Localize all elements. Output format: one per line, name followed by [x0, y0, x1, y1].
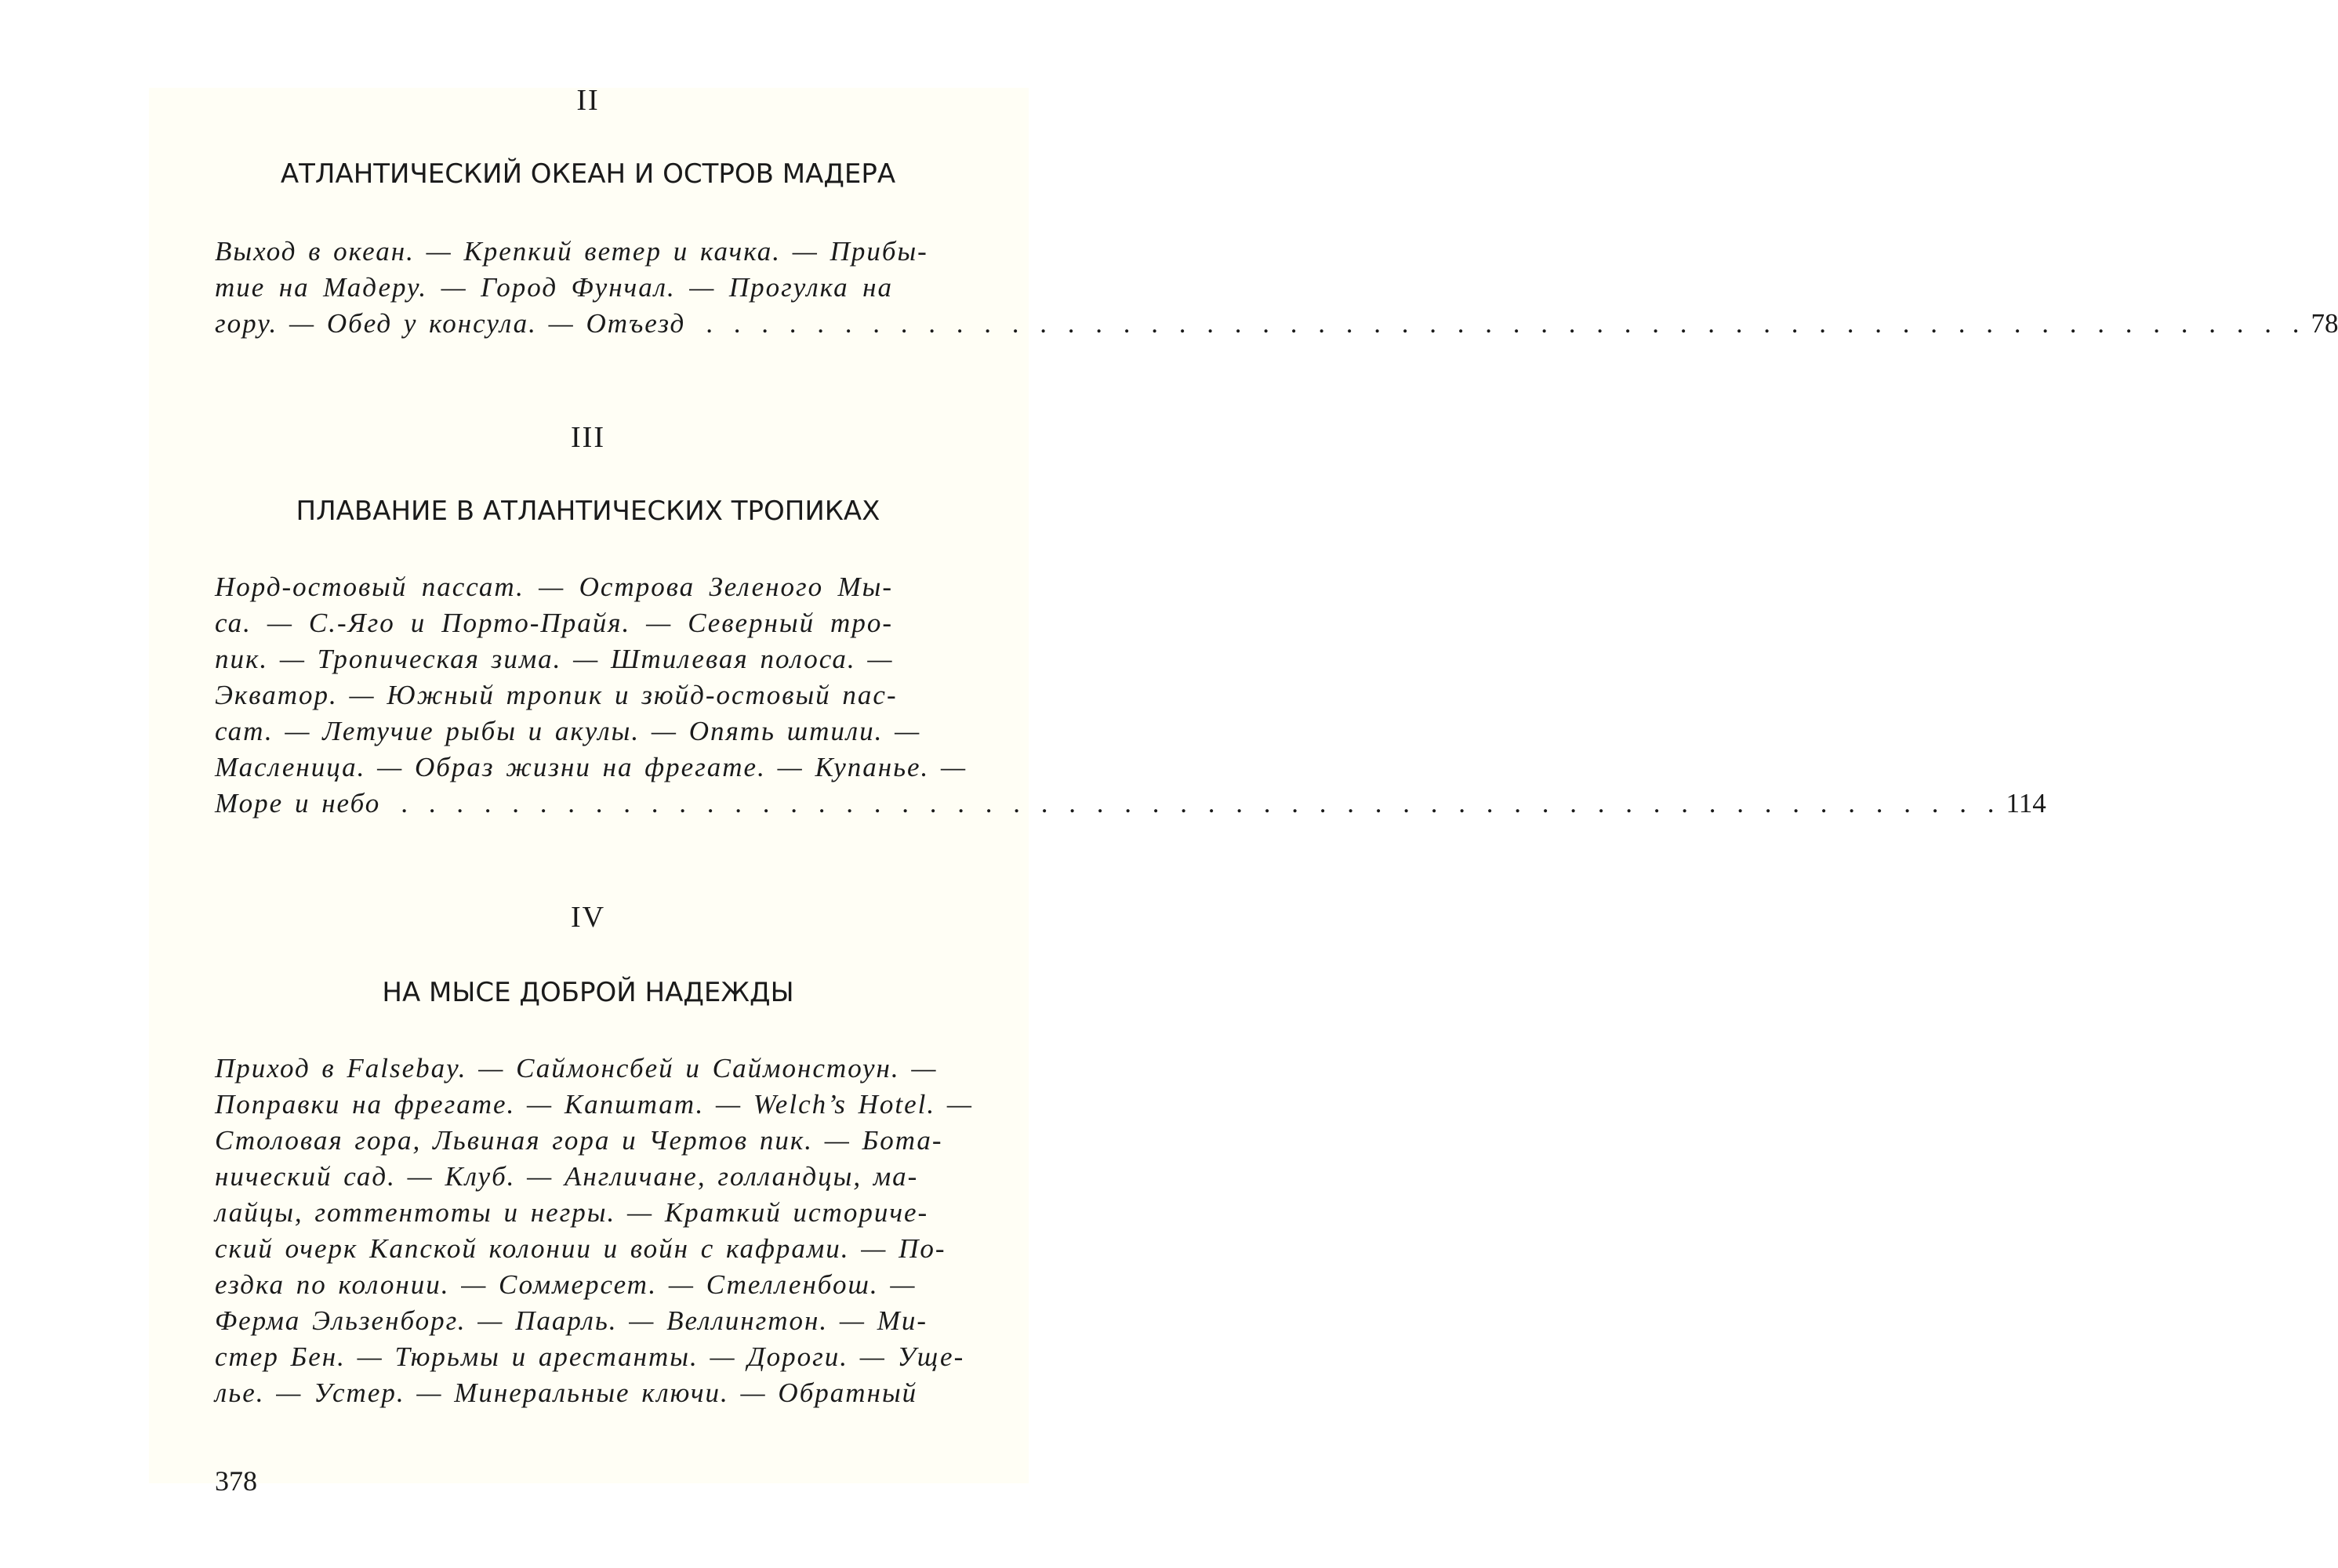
- page-number: 78: [2311, 308, 2338, 339]
- section-heading: ПЛАВАНИЕ В АТЛАНТИЧЕСКИХ ТРОПИКАХ: [296, 495, 880, 527]
- section-heading: НА МЫСЕ ДОБРОЙ НАДЕЖДЫ: [382, 977, 794, 1008]
- contents-line: Норд-остовый пассат. — Острова Зеленого Мы-: [215, 572, 893, 602]
- contents-line: гору. — Обед у консула. — Отъезд: [215, 308, 686, 339]
- section-contents: [215, 1051, 975, 1411]
- page-folio: 378: [215, 1465, 257, 1497]
- contents-line: ский очерк Капской колонии и войн с кафрами. — По-: [215, 1233, 946, 1264]
- leader-dots: . . . . . . . . . . . . . . . . . . . . . . . . . . . . . . . . . . . . . . . . . . . . . . . . . . . . . . . . . .: [401, 788, 2000, 818]
- contents-last-line: [215, 786, 2046, 822]
- contents-line: тие на Мадеру. — Город Фунчал. — Прогулка на: [215, 272, 893, 303]
- contents-line: ездка по колонии. — Соммерсет. — Стелленбош. —: [215, 1269, 917, 1300]
- contents-line: стер Бен. — Тюрьмы и арестанты. — Дороги. — Уще-: [215, 1341, 965, 1372]
- contents-line: Масленица. — Образ жизни на фрегате. — Купанье. —: [215, 752, 968, 782]
- contents-last-line: [215, 306, 2338, 342]
- contents-line: Экватор. — Южный тропик и зюйд-остовый пас-: [215, 680, 898, 710]
- contents-line: лайцы, готтентоты и негры. — Краткий историче-: [215, 1197, 929, 1228]
- contents-line: сат. — Летучие рыбы и акулы. — Опять штили. —: [215, 716, 921, 746]
- contents-line: Выход в океан. — Крепкий ветер и качка. — Прибы-: [215, 236, 928, 267]
- leader-dots: . . . . . . . . . . . . . . . . . . . . . . . . . . . . . . . . . . . . . . . . . . . . . . . . . . . . . . . . . .: [706, 308, 2305, 339]
- contents-line: Столовая гора, Львиная гора и Чертов пик. — Бота-: [215, 1125, 943, 1156]
- section-contents: [215, 234, 2338, 342]
- section-numeral: IV: [570, 901, 606, 934]
- contents-line: нический сад. — Клуб. — Англичане, голландцы, ма-: [215, 1161, 919, 1192]
- page-number: 114: [2006, 788, 2046, 818]
- contents-line: лье. — Устер. — Минеральные ключи. — Обратный: [215, 1377, 918, 1408]
- section-numeral: II: [576, 84, 600, 117]
- section-numeral: III: [571, 421, 605, 454]
- contents-line: Поправки на фрегате. — Капштат. — Welch’s Hotel. —: [215, 1089, 973, 1120]
- contents-line: Море и небо: [215, 788, 381, 818]
- contents-line: са. — С.-Яго и Порто-Прайя. — Северный тро-: [215, 608, 893, 638]
- contents-line: Приход в Falsebay. — Саймонсбей и Саймонстоун. —: [215, 1053, 938, 1083]
- contents-line: пик. — Тропическая зима. — Штилевая полоса. —: [215, 644, 894, 674]
- contents-line: Ферма Эльзенборг. — Паарль. — Веллингтон. — Ми-: [215, 1305, 928, 1336]
- section-heading: АТЛАНТИЧЕСКИЙ ОКЕАН И ОСТРОВ МАДЕРА: [280, 158, 896, 190]
- section-contents: [215, 569, 2046, 822]
